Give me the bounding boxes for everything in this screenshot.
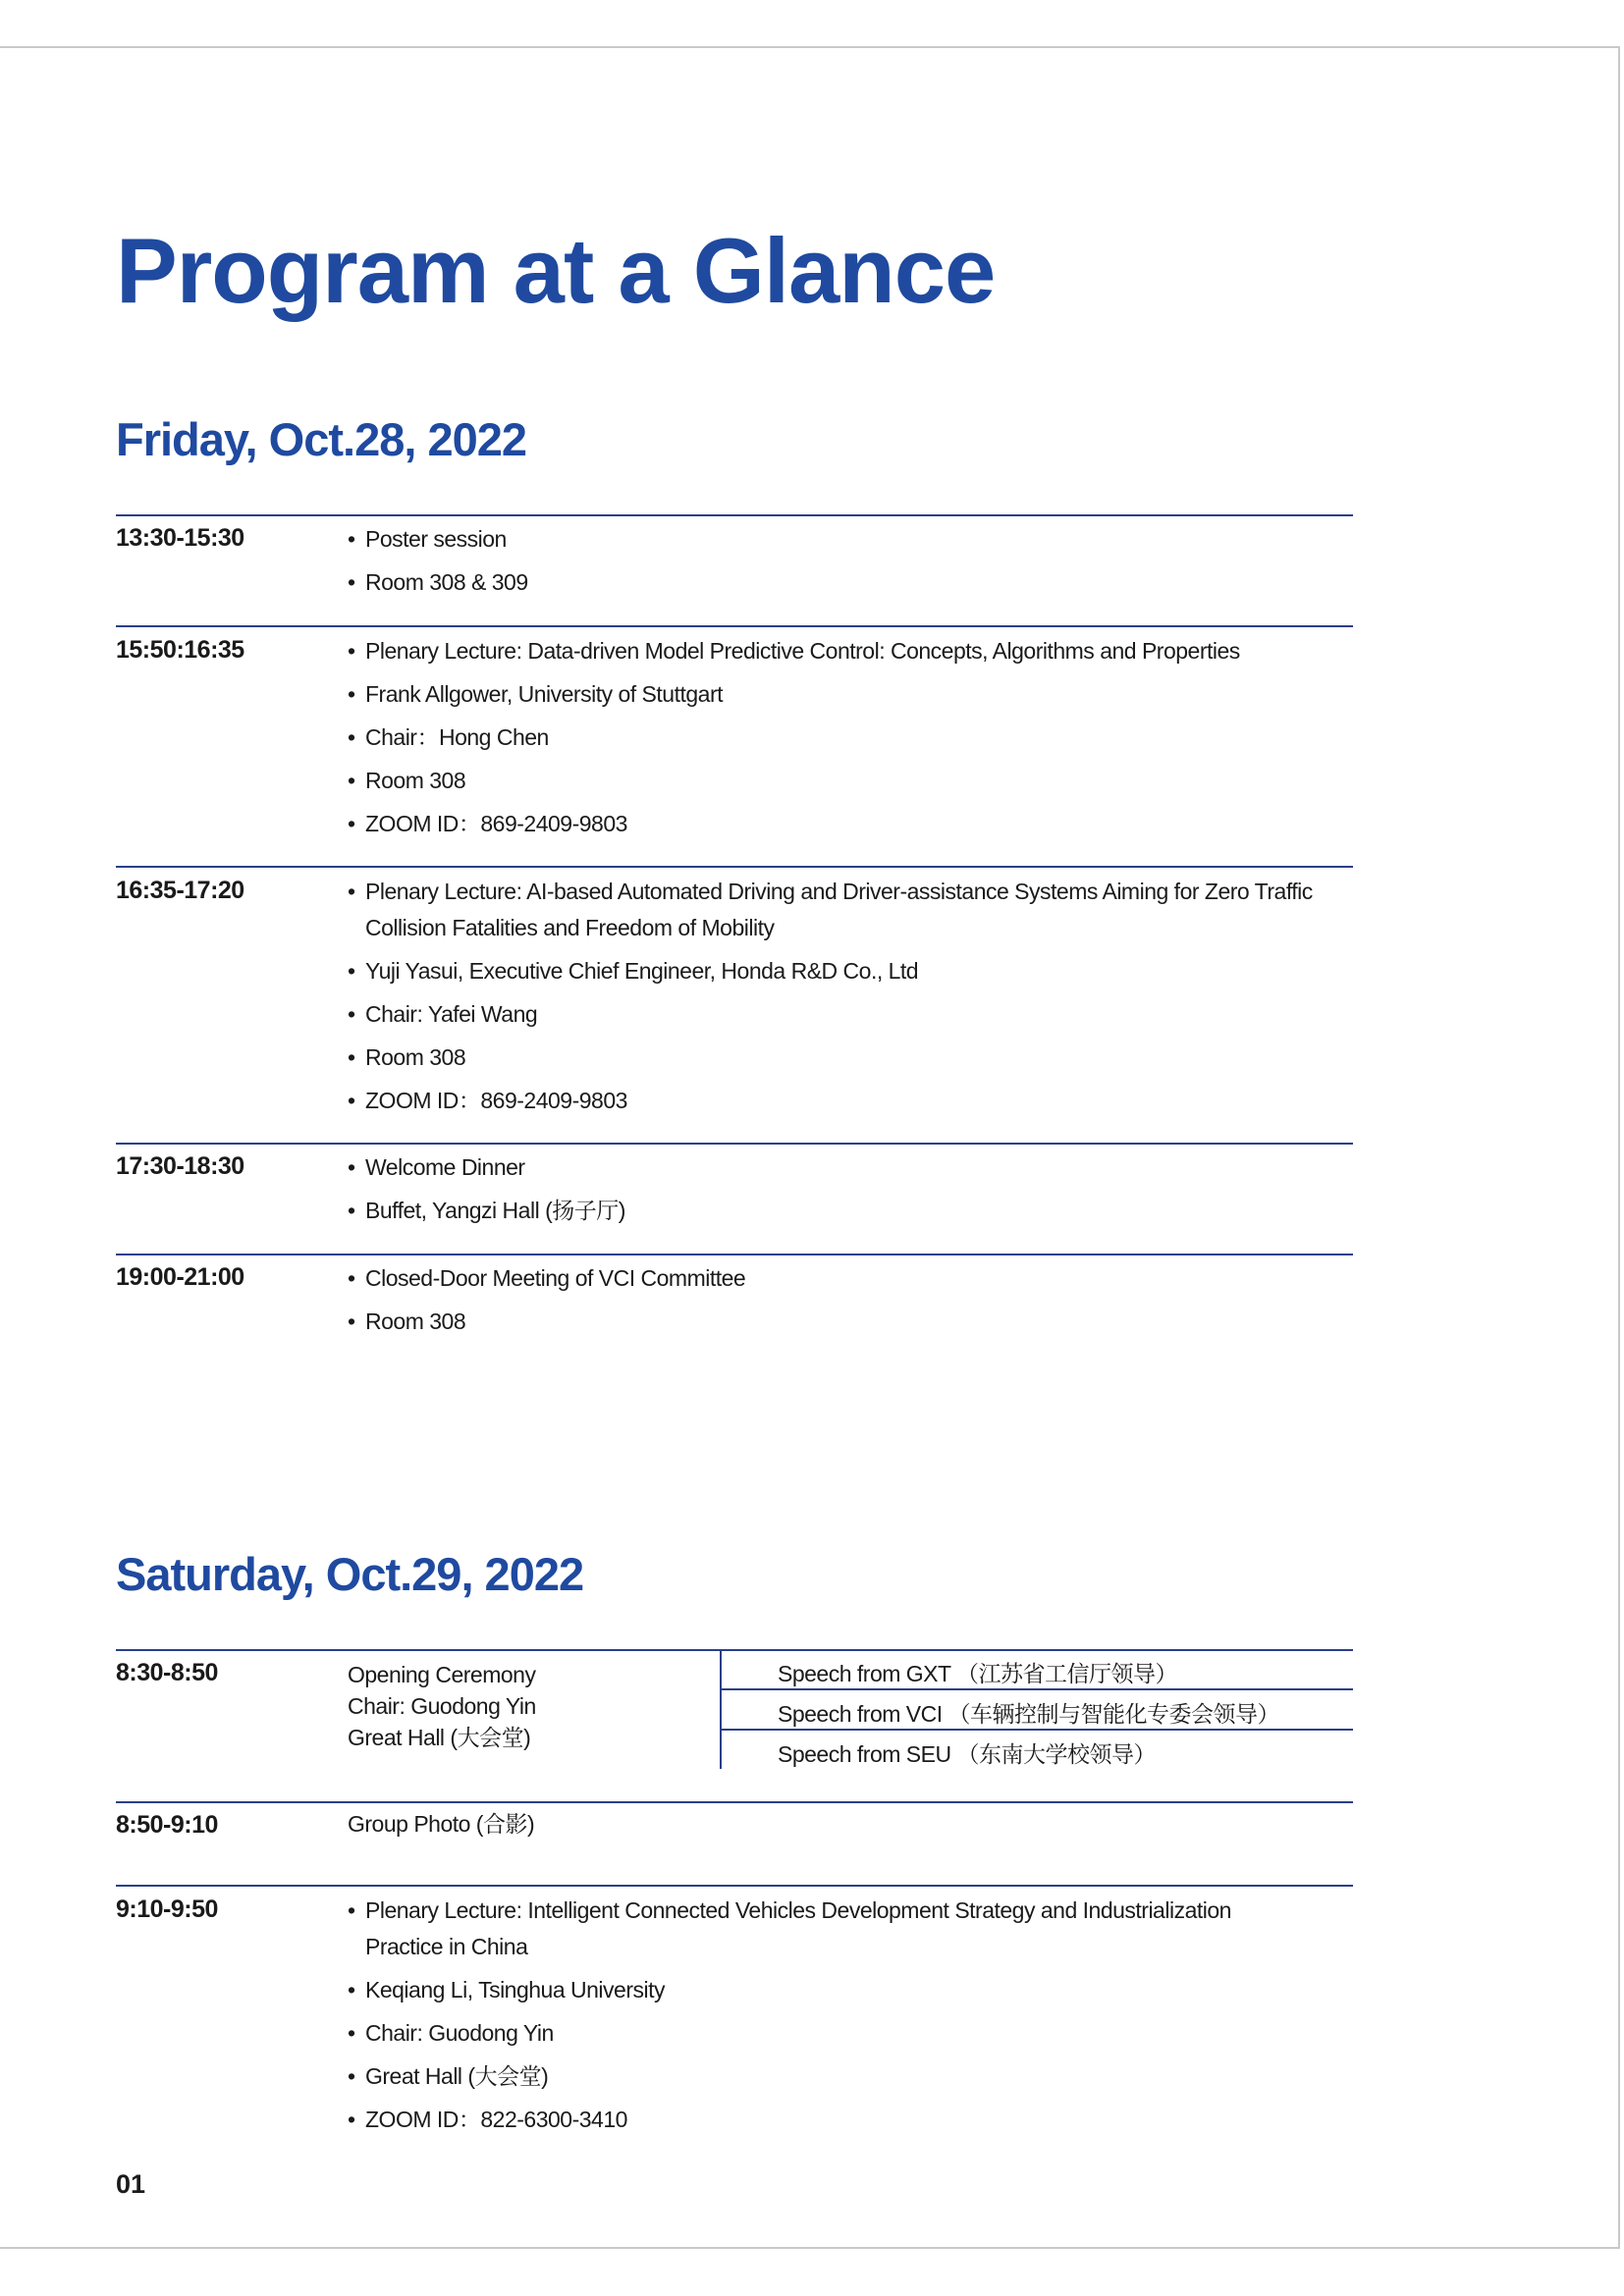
session-item: • Poster session (348, 526, 507, 552)
page-number: 01 (116, 2169, 146, 2199)
session-item: • Welcome Dinner (348, 1154, 525, 1180)
session-item-continued: Practice in China (365, 1934, 528, 1959)
divider (116, 1801, 1353, 1803)
session-item: • Room 308 (348, 1044, 466, 1070)
session-time: 15:50:16:35 (116, 636, 244, 664)
speech-item: Speech from VCI （车辆控制与智能化专委会领导） (778, 1701, 1280, 1727)
session-time: 13:30-15:30 (116, 524, 244, 552)
session-item: • Keqiang Li, Tsinghua University (348, 1977, 665, 2002)
session-item: • Room 308 (348, 768, 466, 793)
session-item: • ZOOM ID：869-2409-9803 (348, 1088, 627, 1113)
speech-divider (721, 1688, 1353, 1690)
speech-item: Speech from SEU （东南大学校领导） (778, 1741, 1156, 1767)
divider (116, 1649, 1353, 1651)
opening-chair: Chair: Guodong Yin (348, 1693, 536, 1719)
session-item: • Chair：Hong Chen (348, 724, 549, 750)
session-item: • Room 308 (348, 1308, 466, 1334)
session-time: 8:50-9:10 (116, 1811, 218, 1839)
session-item: • Buffet, Yangzi Hall (扬子厅) (348, 1198, 625, 1223)
group-photo-label: Group Photo (合影) (348, 1811, 535, 1837)
session-item: • Chair: Guodong Yin (348, 2020, 554, 2046)
session-time: 16:35-17:20 (116, 877, 244, 904)
speech-divider (721, 1729, 1353, 1731)
session-item-continued: Collision Fatalities and Freedom of Mobility (365, 915, 775, 940)
divider (116, 514, 1353, 516)
session-time: 17:30-18:30 (116, 1152, 244, 1180)
divider (116, 1254, 1353, 1255)
page-title: Program at a Glance (116, 219, 996, 322)
divider (116, 866, 1353, 868)
speech-divider-vertical (720, 1649, 722, 1769)
session-time: 19:00-21:00 (116, 1263, 244, 1291)
session-item: • Great Hall (大会堂) (348, 2063, 549, 2089)
session-item: • ZOOM ID：869-2409-9803 (348, 811, 627, 836)
divider (116, 1885, 1353, 1887)
session-time: 8:30-8:50 (116, 1659, 218, 1686)
session-item: • Closed-Door Meeting of VCI Committee (348, 1265, 746, 1291)
day-title-saturday: Saturday, Oct.29, 2022 (116, 1548, 584, 1600)
session-item: • Plenary Lecture: AI-based Automated Driving and Driver-assistance Systems Aiming for Zero Traffic (348, 879, 1313, 904)
session-item: • Plenary Lecture: Intelligent Connected Vehicles Development Strategy and Industrialization (348, 1897, 1231, 1923)
opening-ceremony-label: Opening Ceremony (348, 1662, 536, 1687)
session-item: • Chair: Yafei Wang (348, 1001, 538, 1027)
session-item: • ZOOM ID：822-6300-3410 (348, 2107, 627, 2132)
opening-venue: Great Hall (大会堂) (348, 1725, 531, 1750)
session-item: • Room 308 & 309 (348, 569, 528, 595)
divider (116, 625, 1353, 627)
session-item: • Yuji Yasui, Executive Chief Engineer, Honda R&D Co., Ltd (348, 958, 919, 984)
speech-item: Speech from GXT （江苏省工信厅领导） (778, 1661, 1178, 1686)
divider (116, 1143, 1353, 1145)
day-title-friday: Friday, Oct.28, 2022 (116, 413, 527, 465)
session-item: • Frank Allgower, University of Stuttgart (348, 681, 723, 707)
session-item: • Plenary Lecture: Data-driven Model Predictive Control: Concepts, Algorithms and Properties (348, 638, 1240, 664)
session-time: 9:10-9:50 (116, 1896, 218, 1923)
